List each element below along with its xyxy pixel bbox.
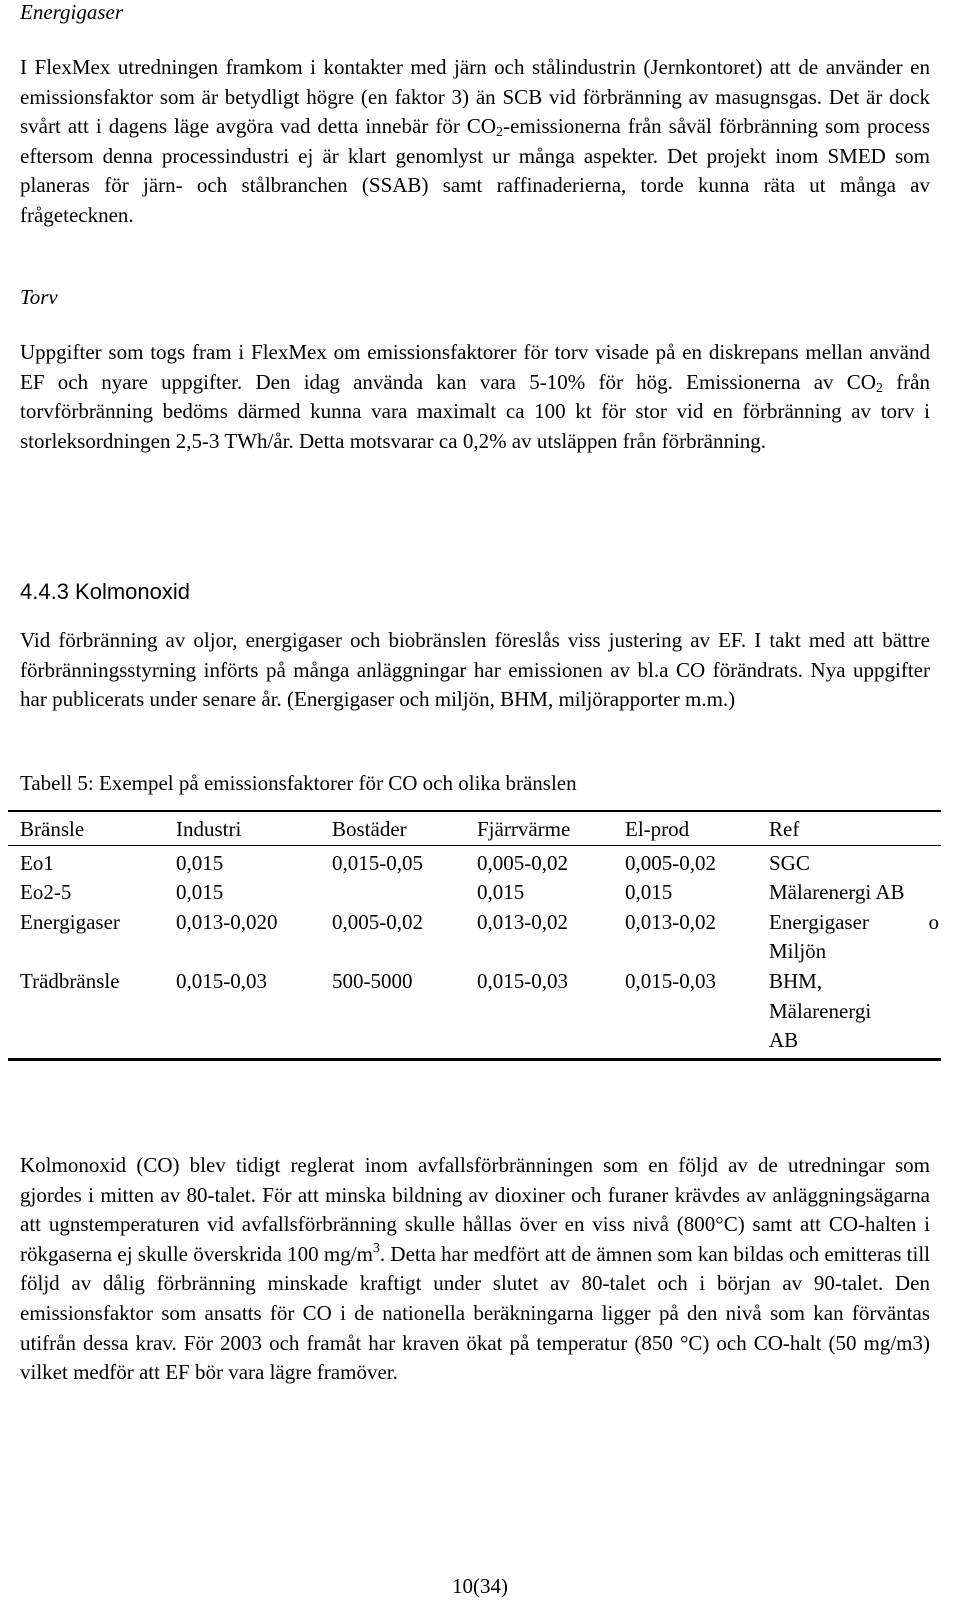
table-bottom-rule: [8, 1058, 941, 1061]
table-cell: 0,015: [176, 850, 224, 875]
paragraph-text: från torvförbränning bedöms därmed kunna vara maximalt ca 100 kt för stor vid en förbränning av torv i storleksordningen 2,5-3 TWh/år. Detta motsvarar ca 0,2% av utsläppen från förbränning.: [20, 369, 930, 453]
table-cell: [332, 878, 477, 908]
header-cell: Bostäder: [332, 817, 407, 841]
header-cell: Industri: [176, 817, 242, 841]
subscript: 2: [496, 125, 504, 141]
header-cell: El-prod: [625, 817, 690, 841]
paragraph-torv: [20, 338, 930, 456]
paragraph-text: I FlexMex utredningen framkom i kontakter med järn och stålindustrin (Jernkontoret) att de använder en emissionsfaktor som är betydligt högre (en faktor 3) än SCB vid förbränning av masugnsgas. Det är dock svårt att i dagens läge avgöra vad detta innebär för CO: [20, 55, 930, 139]
paragraph-text: -emissionerna från såväl förbränning som process eftersom denna processindustri ej är klart genomlyst ur många aspekter. Det projekt inom SMED som planeras för järn- och stålbranchen (SSAB) samt raffinaderierna, torde kunna räta ut många av frågetecknen.: [20, 114, 930, 227]
emission-factor-table: [8, 810, 941, 1061]
table-cell: 0,015: [176, 880, 224, 905]
superscript: 3: [372, 1240, 380, 1256]
paragraph-text: Kolmonoxid (CO) blev tidigt reglerat inom avfallsförbränningen som en följd av de utredningar som gjordes i mitten av 80-talet. För att minska bildning av dioxiner och furaner krävdes av anläggningsägarna att ugnstemperaturen vid avfallsförbränning skulle hållas över en viss nivå (800°C) samt att CO-halten i rökgaserna ej skulle överskrida 100 mg/m: [20, 1153, 930, 1266]
header-cell: Bränsle: [20, 817, 85, 841]
table-row: [8, 846, 941, 879]
paragraph-kolmonoxid: Vid förbränning av oljor, energigaser och biobränslen föreslås viss justering av EF. I takt med att bättre förbränningsstyrning införts på många anläggningar har emissionen av bl.a CO förändrats. Nya uppgifter har publicerats under senare år. (Energigaser och miljön, BHM, miljörapporter m.m.): [20, 628, 930, 712]
table-cell: Energigaser: [20, 909, 120, 934]
table-cell: 0,015: [625, 880, 673, 905]
section-heading-kolmonoxid: 4.4.3 Kolmonoxid: [20, 579, 190, 604]
table-cell: 0,015-0,03: [477, 968, 568, 993]
paragraph-co-history: [20, 1151, 930, 1388]
table-cell: 0,013-0,02: [477, 909, 568, 934]
table-cell: SGC: [769, 850, 810, 875]
paragraph-text: Uppgifter som togs fram i FlexMex om emissionsfaktorer för torv visade på en diskrepans mellan använd EF och nyare uppgifter. Den idag använda kan vara 5-10% för hög. Emissionerna av CO: [20, 340, 930, 394]
paragraph-energigaser: [20, 53, 930, 231]
table-cell: Mälarenergi AB: [769, 880, 905, 905]
table-cell: 0,015-0,03: [625, 968, 716, 993]
table-cell: Trädbränsle: [20, 968, 120, 993]
table-cell: 0,005-0,02: [332, 909, 423, 934]
table-cell: Energigaser o Miljön: [769, 909, 939, 964]
table-row: [8, 908, 941, 967]
header-cell: Fjärrvärme: [477, 817, 571, 841]
heading-torv: Torv: [20, 285, 58, 309]
table-caption: Tabell 5: Exempel på emissionsfaktorer för CO och olika bränslen: [20, 771, 577, 795]
subscript: 2: [875, 380, 883, 396]
table-cell: 0,013-0,02: [625, 909, 716, 934]
heading-energigaser: Energigaser: [20, 0, 124, 24]
table-cell: 500-5000: [332, 968, 413, 993]
paragraph-text: . Detta har medfört att de ämnen som kan bildas och emitteras till följd av dålig förbränning minskade kraftigt under slutet av 80-talet och i början av 90-talet. Den emissionsfaktor som ansatts för CO i de nationella beräkningarna ligger på den nivå som kan förväntas utifrån dessa krav. För 2003 och framåt har kraven ökat på temperatur (850 °C) och CO-halt (50 mg/m3) vilket medför att EF bör vara lägre framöver.: [20, 1241, 930, 1385]
header-cell: Ref: [769, 817, 800, 841]
table-cell: 0,015-0,03: [176, 968, 267, 993]
table-header-row: [8, 812, 941, 845]
table-cell: 0,013-0,020: [176, 909, 278, 934]
table-cell: Eo1: [20, 850, 54, 875]
table-cell: 0,005-0,02: [477, 850, 568, 875]
table-cell: 0,015: [477, 880, 525, 905]
table-row: [8, 878, 941, 908]
table-cell: BHM, Mälarenergi AB: [769, 968, 872, 1053]
page-number: 10(34): [452, 1574, 508, 1598]
table-cell: 0,005-0,02: [625, 850, 716, 875]
table-cell: 0,015-0,05: [332, 850, 423, 875]
table-row: [8, 967, 941, 1058]
table-cell: Eo2-5: [20, 880, 72, 905]
